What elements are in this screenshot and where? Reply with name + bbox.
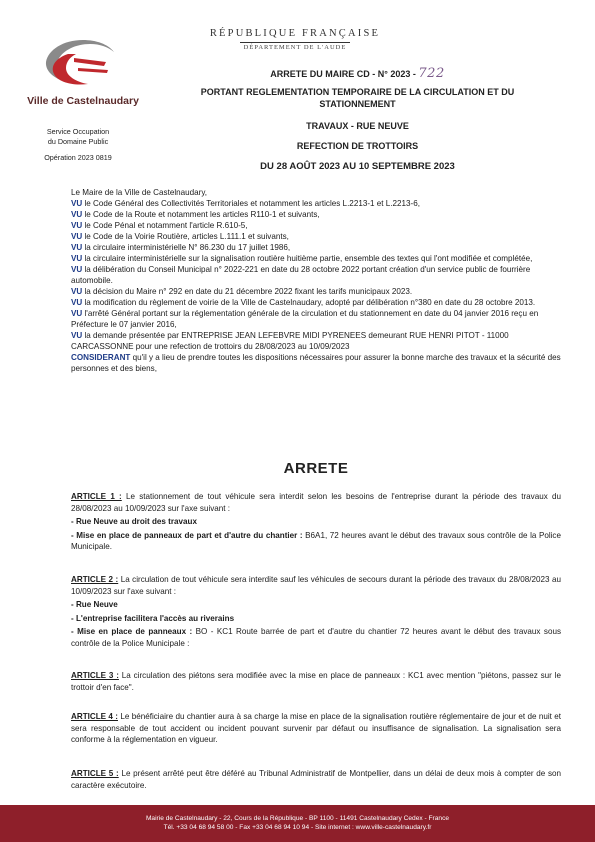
consideration-text: l'arrêté Général portant sur la réglementation générale de la circulation et du stationnement en date du 04 janvier 2016 reçu en Préfecture le 07 janvier 2016, [71, 309, 539, 329]
article-4-label: ARTICLE 4 : [71, 712, 118, 721]
article-1 [71, 491, 561, 553]
consideration-item [71, 220, 561, 231]
article-2-item-3-rest: BO - KC1 Route barrée de part et d'autre du chantier 72 heures avant le début des travaux sous contrôle de la Police Municipale : [71, 627, 561, 648]
department-subtitle: DÉPARTEMENT DE L'AUDE [243, 44, 347, 51]
consideration-item [71, 352, 561, 374]
consideration-keyword: VU [71, 221, 83, 230]
article-1-text: Le stationnement de tout véhicule sera interdit selon les besoins de l'entreprise durant la période des travaux du 28/08/2023 au 10/09/2023 sur l'axe suivant : [71, 492, 561, 513]
arrete-number-handwritten: 722 [418, 66, 445, 81]
article-2-text: La circulation de tout véhicule sera interdite sauf les véhicules de secours durant la période des travaux du 28/08/2023 au 10/09/2023 sur l'axe suivant : [71, 575, 561, 596]
article-3-label: ARTICLE 3 : [71, 671, 119, 680]
city-name: Ville de Castelnaudary [27, 95, 139, 107]
footer-band [0, 805, 595, 842]
consideration-keyword: VU [71, 309, 83, 318]
dates-title: DU 28 AOÛT 2023 AU 10 SEPTEMBRE 2023 [260, 161, 455, 172]
consideration-item [71, 308, 561, 330]
article-3 [71, 670, 561, 693]
article-5 [71, 768, 561, 791]
consideration-text: le Code Pénal et notamment l'article R.610-5, [82, 221, 248, 230]
consideration-text: la circulaire interministérielle sur la signalisation routière huitième partie, ensemble des textes qui l'ont modifiée et complétée, [82, 254, 533, 263]
article-2-label: ARTICLE 2 : [71, 575, 119, 584]
consideration-item [71, 198, 561, 209]
operation-number: Opération 2023 0819 [44, 153, 112, 162]
consideration-text: le Code de la Voirie Routière, articles L.111.1 et suivants, [82, 232, 289, 241]
consideration-text: le Code de la Route et notamment les articles R110-1 et suivants, [82, 210, 320, 219]
consideration-keyword: VU [71, 243, 83, 252]
consideration-item [71, 264, 561, 286]
consideration-keyword: VU [71, 265, 83, 274]
consideration-item [71, 209, 561, 220]
consideration-item [71, 253, 561, 264]
consideration-item [71, 297, 561, 308]
footer-contact: Tél. +33 04 68 94 58 00 - Fax +33 04 68 94 10 94 - Site internet : www.ville-castelnaudary.fr [163, 824, 432, 831]
article-5-label: ARTICLE 5 : [71, 769, 119, 778]
article-4-text: Le bénéficiaire du chantier aura à sa charge la mise en place de la signalisation routière réglementaire de jour et de nuit et sera responsable de tout accident ou incident pouvant survenir par défaut ou insuffisance de signalisation. La signalisation sera conforme à la réglementation en vigueur. [71, 712, 561, 744]
consideration-text: la décision du Maire n° 292 en date du 21 décembre 2022 fixant les tarifs municipaux 2023. [82, 287, 413, 296]
article-2-item-3-bold: - Mise en place de panneaux : [71, 627, 193, 636]
consideration-text: la délibération du Conseil Municipal n° 2022-221 en date du 28 octobre 2022 portant création d'un service public de fourrière automobile. [71, 265, 531, 285]
consideration-item [71, 242, 561, 253]
consideration-item [71, 231, 561, 242]
consideration-keyword: VU [71, 199, 83, 208]
consideration-text: la circulaire interministérielle N° 86.230 du 17 juillet 1986, [82, 243, 291, 252]
title-line-2: STATIONNEMENT [319, 99, 396, 109]
consideration-keyword: VU [71, 254, 83, 263]
consideration-text: le Code Général des Collectivités Territoriales et notamment les articles L.2213-1 et L.2213-6, [82, 199, 420, 208]
arrete-number [160, 66, 555, 81]
consideration-keyword: VU [71, 287, 83, 296]
article-2-item-2: - L'entreprise facilitera l'accès au riverains [71, 613, 235, 623]
consideration-item [71, 286, 561, 297]
title-line-1: PORTANT REGLEMENTATION TEMPORAIRE DE LA CIRCULATION ET DU [200, 87, 515, 97]
consideration-keyword: VU [71, 232, 83, 241]
article-2 [71, 574, 561, 649]
arrete-heading: ARRETE [283, 460, 349, 477]
article-1-item-1: - Rue Neuve au droit des travaux [71, 517, 197, 526]
article-1-item-2-rest: B6A1, 72 heures avant le début des travaux sous contrôle de la Police Municipale. [71, 530, 561, 551]
refection-title: REFECTION DE TROTTOIRS [296, 141, 419, 151]
article-2-item-1: - Rue Neuve [71, 600, 118, 609]
consideration-keyword: CONSIDERANT [71, 353, 131, 362]
consideration-item [71, 330, 561, 352]
considerations-list [71, 198, 561, 374]
republic-title: RÉPUBLIQUE FRANÇAISE [209, 28, 381, 39]
article-1-label: ARTICLE 1 : [71, 492, 122, 501]
article-1-item-2-bold: - Mise en place de panneaux de part et d'autre du chantier : [71, 530, 303, 540]
intro-line: Le Maire de la Ville de Castelnaudary, [71, 188, 208, 197]
consideration-keyword: VU [71, 331, 83, 340]
works-title: TRAVAUX - RUE NEUVE [306, 121, 409, 131]
considerations-block [71, 187, 561, 374]
consideration-keyword: VU [71, 210, 83, 219]
arrete-number-text: ARRETE DU MAIRE CD - N° 2023 - [270, 69, 416, 79]
consideration-keyword: VU [71, 298, 83, 307]
city-logo [28, 32, 148, 92]
article-4 [71, 711, 561, 746]
consideration-text: la demande présentée par ENTREPRISE JEAN LEFEBVRE MIDI PYRENEES demeurant RUE HENRI PITOT - 11000 CARCASSONNE pour une refection de trottoirs du 28/08/2023 au 10/09/2023 [71, 331, 509, 351]
article-3-text: La circulation des piétons sera modifiée avec la mise en place de panneaux : KC1 avec mention "piétons, passez sur le trottoir d'en face". [71, 671, 562, 692]
service-line-2: du Domaine Public [47, 137, 109, 146]
article-5-text: Le présent arrêté peut être déféré au Tribunal Administratif de Montpellier, dans un délai de deux mois à compter de son caractère exécutoire. [71, 769, 562, 790]
republic-divider [240, 42, 350, 43]
footer-address: Mairie de Castelnaudary - 22, Cours de la République - BP 1100 - 11491 Castelnaudary Cedex - France [145, 815, 450, 822]
service-line-1: Service Occupation [46, 127, 110, 136]
consideration-text: la modification du règlement de voirie de la Ville de Castelnaudary, adopté par délibération n°380 en date du 28 octobre 2013. [82, 298, 536, 307]
consideration-text: qu'il y a lieu de prendre toutes les dispositions nécessaires pour assurer la bonne marche des travaux et la sécurité des personnes et des biens, [71, 353, 561, 373]
city-logo-graphic [28, 32, 148, 92]
